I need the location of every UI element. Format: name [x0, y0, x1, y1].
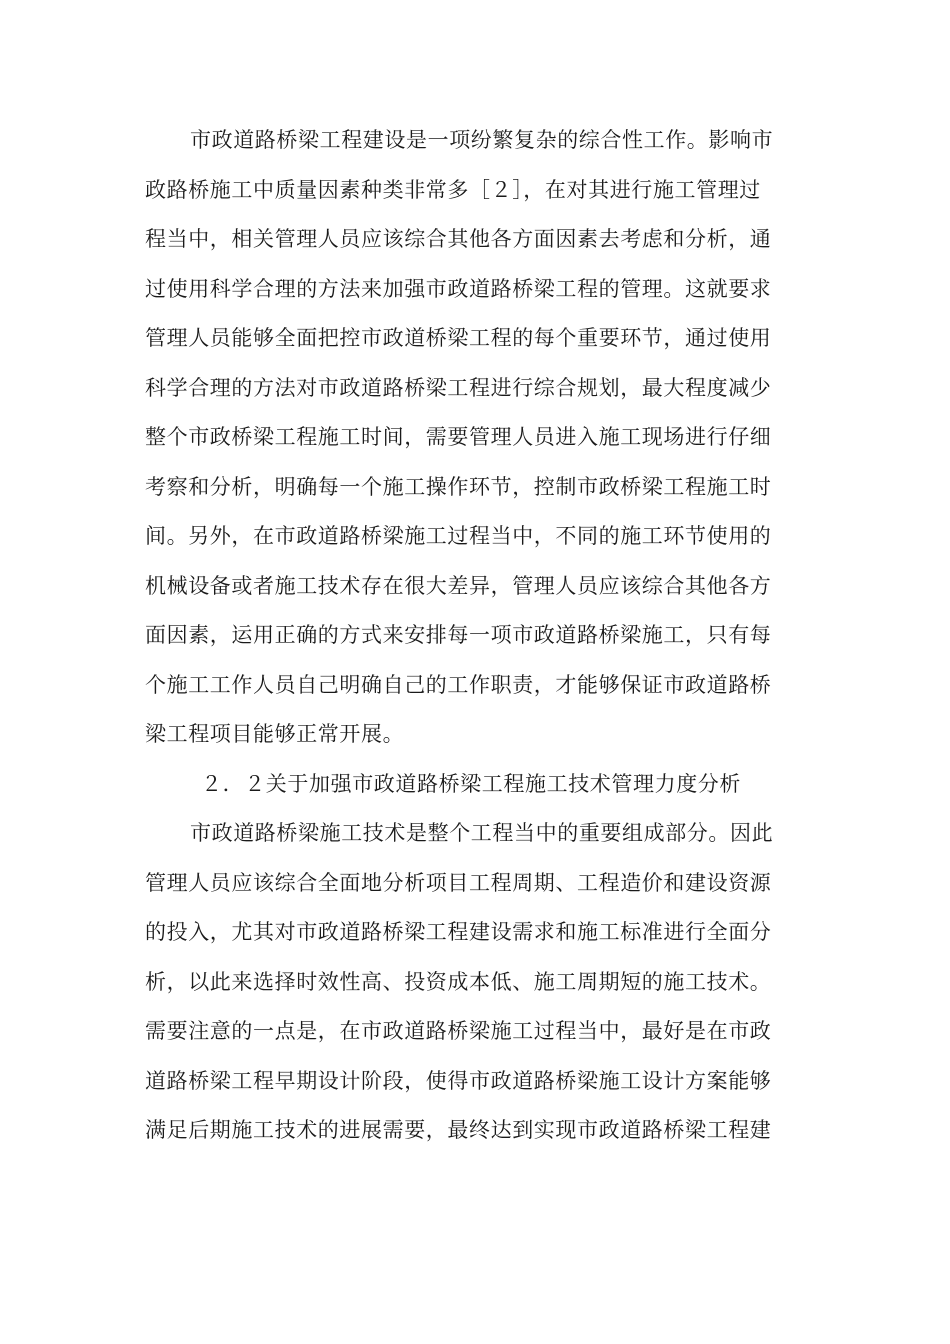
document-body — [145, 116, 805, 1156]
text-line: 面因素，运用正确的方式来安排每一项市政道路桥梁施工，只有每 — [145, 623, 772, 647]
text-line: 道路桥梁工程早期设计阶段，使得市政道路桥梁施工设计方案能够 — [145, 1068, 772, 1093]
text-line: 政路桥施工中质量因素种类非常多［２］，在对其进行施工管理过 — [145, 177, 761, 202]
text-line: 市政道路桥梁施工技术是整个工程当中的重要组成部分。因此 — [190, 821, 774, 845]
text-line: 需要注意的一点是，在市政道路桥梁施工过程当中，最好是在市政 — [145, 1019, 772, 1043]
paragraph-1 — [145, 116, 805, 760]
text-line: 梁工程项目能够正常开展。 — [145, 722, 405, 746]
text-line: 过使用科学合理的方法来加强市政道路桥梁工程的管理。这就要求 — [145, 276, 772, 301]
text-line: 的投入，尤其对市政道路桥梁工程建设需求和施工标准进行全面分 — [145, 920, 772, 944]
text-line: 整个市政桥梁工程施工时间，需要管理人员进入施工现场进行仔细 — [145, 425, 772, 449]
text-line: 满足后期施工技术的进展需要，最终达到实现市政道路桥梁工程建 — [145, 1118, 772, 1142]
text-line: 科学合理的方法对市政道路桥梁工程进行综合规划，最大程度减少 — [145, 375, 772, 400]
section-heading: ２．２关于加强市政道路桥梁工程施工技术管理力度分析 — [201, 771, 741, 796]
text-line: 间。另外，在市政道路桥梁施工过程当中，不同的施工环节使用的 — [145, 524, 772, 548]
text-line: 程当中，相关管理人员应该综合其他各方面因素去考虑和分析，通 — [145, 227, 772, 251]
text-line: 管理人员应该综合全面地分析项目工程周期、工程造价和建设资源 — [145, 870, 772, 895]
text-line: 市政道路桥梁工程建设是一项纷繁复杂的综合性工作。影响市 — [190, 128, 774, 152]
text-line: 析，以此来选择时效性高、投资成本低、施工周期短的施工技术。 — [145, 969, 772, 994]
text-line: 个施工工作人员自己明确自己的工作职责，才能够保证市政道路桥 — [145, 672, 772, 697]
text-line: 机械设备或者施工技术存在很大差异，管理人员应该综合其他各方 — [145, 573, 772, 598]
paragraph-2 — [145, 809, 805, 1156]
text-line: 管理人员能够全面把控市政道桥梁工程的每个重要环节，通过使用 — [145, 326, 772, 350]
text-line: 考察和分析，明确每一个施工操作环节，控制市政桥梁工程施工时 — [145, 474, 772, 499]
